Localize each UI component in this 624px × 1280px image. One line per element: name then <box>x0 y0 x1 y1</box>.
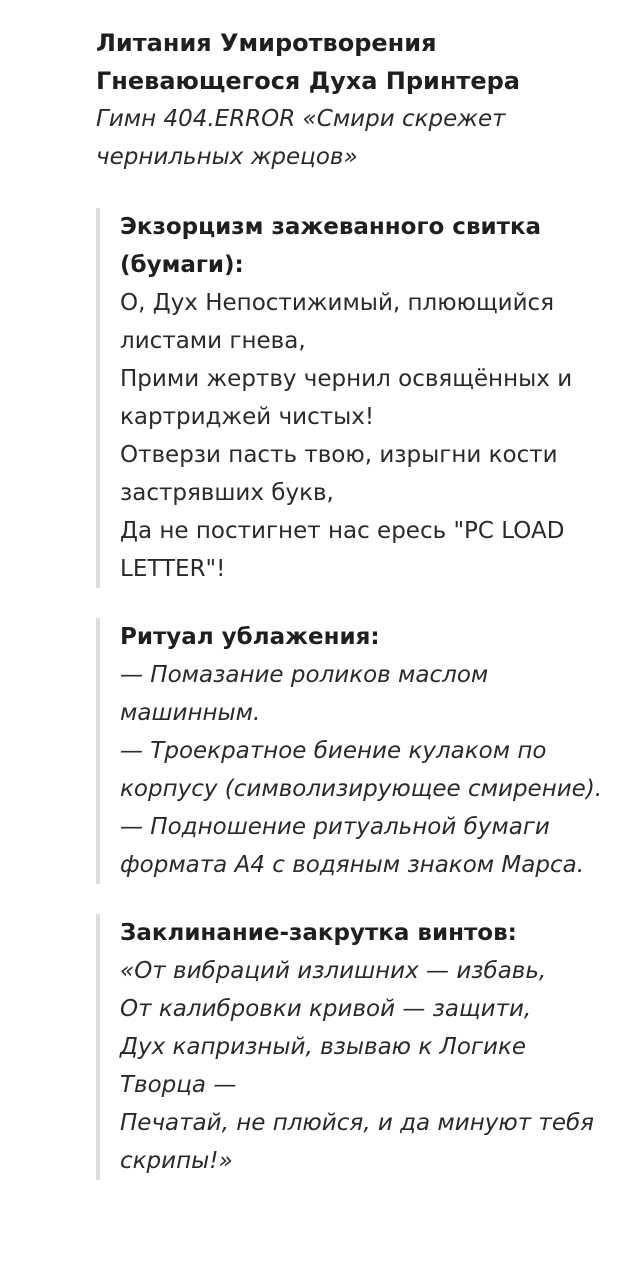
section-heading: Ритуал ублажения: <box>120 624 380 650</box>
ritual-step: — Помазание роликов маслом машинным. <box>120 662 489 726</box>
verse-line: Отверзи пасть твою, изрыгни кости застрявших букв, <box>120 442 558 506</box>
verse-line: О, Дух Непостижимый, плюющийся листами гнева, <box>120 290 555 354</box>
incantation-line: «От вибраций излишних — избавь, <box>120 958 547 984</box>
quote-block-incantation <box>96 914 604 1180</box>
incantation-line: От калибровки кривой — защити, <box>120 996 532 1022</box>
incantation-line: Дух капризный, взываю к Логике Творца — <box>120 1034 526 1098</box>
page-subtitle: Гимн 404.ERROR «Смири скрежет чернильных жрецов» <box>96 106 506 170</box>
incantation-line: Печатай, не плюйся, и да минуют тебя скрипы!» <box>120 1110 594 1174</box>
section-heading: Экзорцизм зажеванного свитка (бумаги): <box>120 214 542 278</box>
verse-line: Прими жертву чернил освящённых и картриджей чистых! <box>120 366 573 430</box>
verse-line: Да не постигнет нас ересь "PC LOAD LETTER"! <box>120 518 565 582</box>
ritual-step: — Троекратное биение кулаком по корпусу (символизирующее смирение). <box>120 738 603 802</box>
page-title: Литания Умиротворения Гневающегося Духа Принтера <box>96 29 520 95</box>
section-heading: Заклинание-закрутка винтов: <box>120 920 517 946</box>
ritual-step: — Подношение ритуальной бумаги формата А4 с водяным знаком Марса. <box>120 814 585 878</box>
quote-block-ritual <box>96 618 604 884</box>
quote-block-exorcism <box>96 208 604 588</box>
